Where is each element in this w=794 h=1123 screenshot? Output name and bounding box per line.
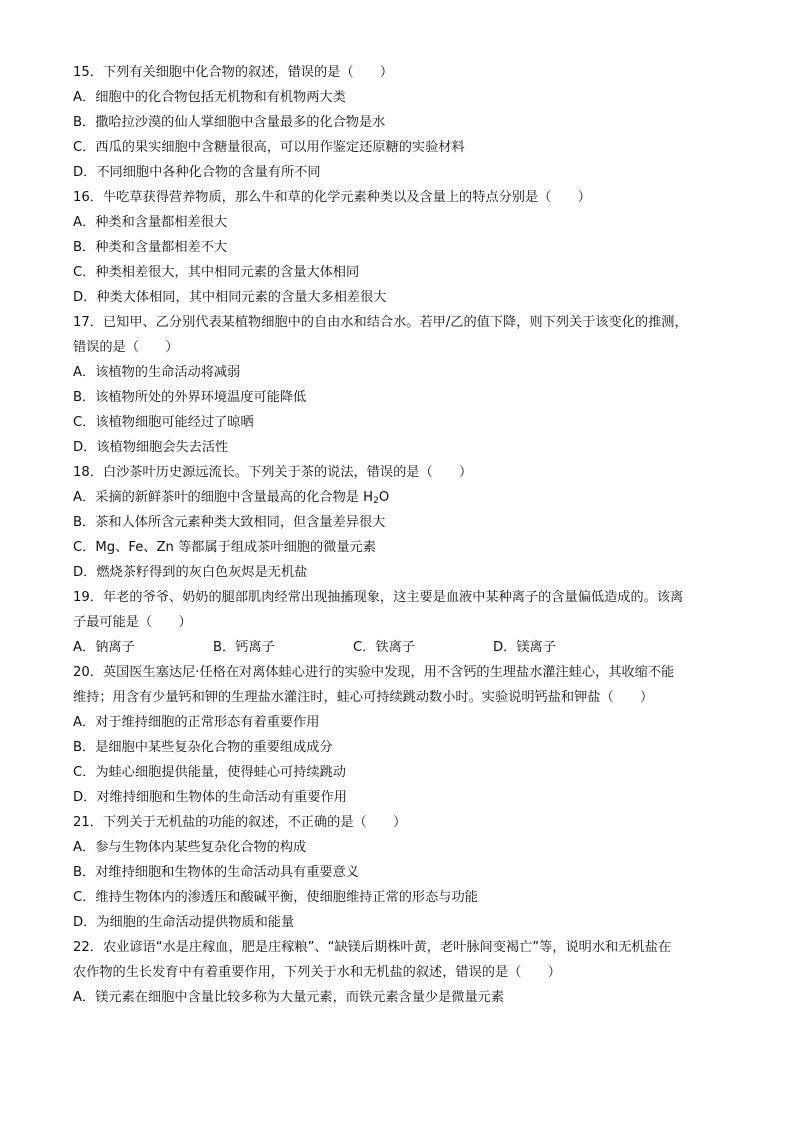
question-21-option-c: C．维持生物体内的渗透压和酸碱平衡，使细胞维持正常的形态与功能 bbox=[73, 890, 478, 905]
question-15-stem: 15．下列有关细胞中化合物的叙述，错误的是（ ） bbox=[73, 65, 394, 80]
question-20-option-b: B．是细胞中某些复杂化合物的重要组成成分 bbox=[73, 740, 333, 755]
question-19-stem-line-2: 子最可能是（ ） bbox=[73, 615, 192, 630]
question-22-stem-line-1: 22．农业谚语“水是庄稼血，肥是庄稼粮”、“缺镁后期株叶黄，老叶脉间变褐亡”等，说明水和无机盐在 bbox=[73, 940, 671, 955]
question-20-stem-line-2: 维持；用含有少量钙和钾的生理盐水灌注时，蛙心可持续跳动数小时。实验说明钙盐和钾盐（ ） bbox=[73, 690, 654, 705]
question-19-option-c: C．铁离子 bbox=[353, 640, 415, 655]
question-21-option-d: D．为细胞的生命活动提供物质和能量 bbox=[73, 915, 295, 930]
question-19-stem-line-1: 19．年老的爷爷、奶奶的腿部肌肉经常出现抽搐现象，这主要是血液中某种离子的含量偏低造成的。该离 bbox=[73, 590, 684, 605]
question-20-option-a: A．对于维持细胞的正常形态有着重要作用 bbox=[73, 715, 320, 730]
question-21-option-b: B．对维持细胞和生物体的生命活动具有重要意义 bbox=[73, 865, 359, 880]
question-17-stem-line-2: 错误的是（ ） bbox=[73, 340, 179, 355]
question-list bbox=[73, 60, 723, 1010]
question-20-option-d: D．对维持细胞和生物体的生命活动有重要作用 bbox=[73, 790, 347, 805]
question-21-option-a: A．参与生物体内某些复杂化合物的构成 bbox=[73, 840, 307, 855]
question-18-option-a bbox=[73, 485, 723, 510]
question-16-option-d: D．种类大体相同，其中相同元素的含量大多相差很大 bbox=[73, 290, 387, 305]
question-18-option-a-text: A．采摘的新鲜茶叶的细胞中含量最高的化合物是 H bbox=[73, 490, 374, 505]
question-17-option-b: B．该植物所处的外界环境温度可能降低 bbox=[73, 390, 307, 405]
question-18-option-a-suffix: O bbox=[378, 490, 390, 505]
question-18-option-c: C．Mg、Fe、Zn 等都属于组成茶叶细胞的微量元素 bbox=[73, 540, 376, 555]
question-17-option-a: A．该植物的生命活动将减弱 bbox=[73, 365, 241, 380]
question-18-option-b: B．茶和人体所含元素种类大致相同，但含量差异很大 bbox=[73, 515, 386, 530]
question-16-option-c: C．种类相差很大，其中相同元素的含量大体相同 bbox=[73, 265, 360, 280]
question-17-stem-line-1: 17．已知甲、乙分别代表某植物细胞中的自由水和结合水。若甲/乙的值下降，则下列关于该变化的推测， bbox=[73, 315, 688, 330]
question-15-option-d: D．不同细胞中各种化合物的含量有所不同 bbox=[73, 165, 321, 180]
question-16-option-b: B．种类和含量都相差不大 bbox=[73, 240, 228, 255]
question-18-stem: 18．白沙茶叶历史源远流长。下列关于茶的说法，错误的是（ ） bbox=[73, 465, 473, 480]
question-15-option-c: C．西瓜的果实细胞中含糖量很高，可以用作鉴定还原糖的实验材料 bbox=[73, 140, 465, 155]
question-17-option-c: C．该植物细胞可能经过了晾晒 bbox=[73, 415, 254, 430]
water-subscript: 2 bbox=[373, 496, 379, 506]
question-20-stem-line-1: 20．英国医生塞达尼·任格在对离体蛙心进行的实验中发现，用不含钙的生理盐水灌注蛙心，其收缩不能 bbox=[73, 665, 675, 680]
question-16-option-a: A．种类和含量都相差很大 bbox=[73, 215, 228, 230]
question-15-option-a: A．细胞中的化合物包括无机物和有机物两大类 bbox=[73, 90, 346, 105]
question-19-option-d: D．镁离子 bbox=[493, 640, 556, 655]
question-22-stem-line-2: 农作物的生长发育中有着重要作用，下列关于水和无机盐的叙述，错误的是（ ） bbox=[73, 965, 561, 980]
question-17-option-d: D．该植物细胞会失去活性 bbox=[73, 440, 229, 455]
question-19-option-b: B．钙离子 bbox=[213, 640, 275, 655]
question-22-option-a: A．镁元素在细胞中含量比较多称为大量元素，而铁元素含量少是微量元素 bbox=[73, 990, 505, 1005]
question-19-options bbox=[73, 635, 723, 660]
question-20-option-c: C．为蛙心细胞提供能量，使得蛙心可持续跳动 bbox=[73, 765, 346, 780]
question-19-option-a: A．钠离子 bbox=[73, 640, 135, 655]
question-21-stem: 21．下列关于无机盐的功能的叙述，不正确的是（ ） bbox=[73, 815, 407, 830]
question-18-option-d: D．燃烧茶籽得到的灰白色灰烬是无机盐 bbox=[73, 565, 308, 580]
question-15-option-b: B．撒哈拉沙漠的仙人掌细胞中含量最多的化合物是水 bbox=[73, 115, 386, 130]
question-16-stem: 16．牛吃草获得营养物质，那么牛和草的化学元素种类以及含量上的特点分别是（ ） bbox=[73, 190, 591, 205]
